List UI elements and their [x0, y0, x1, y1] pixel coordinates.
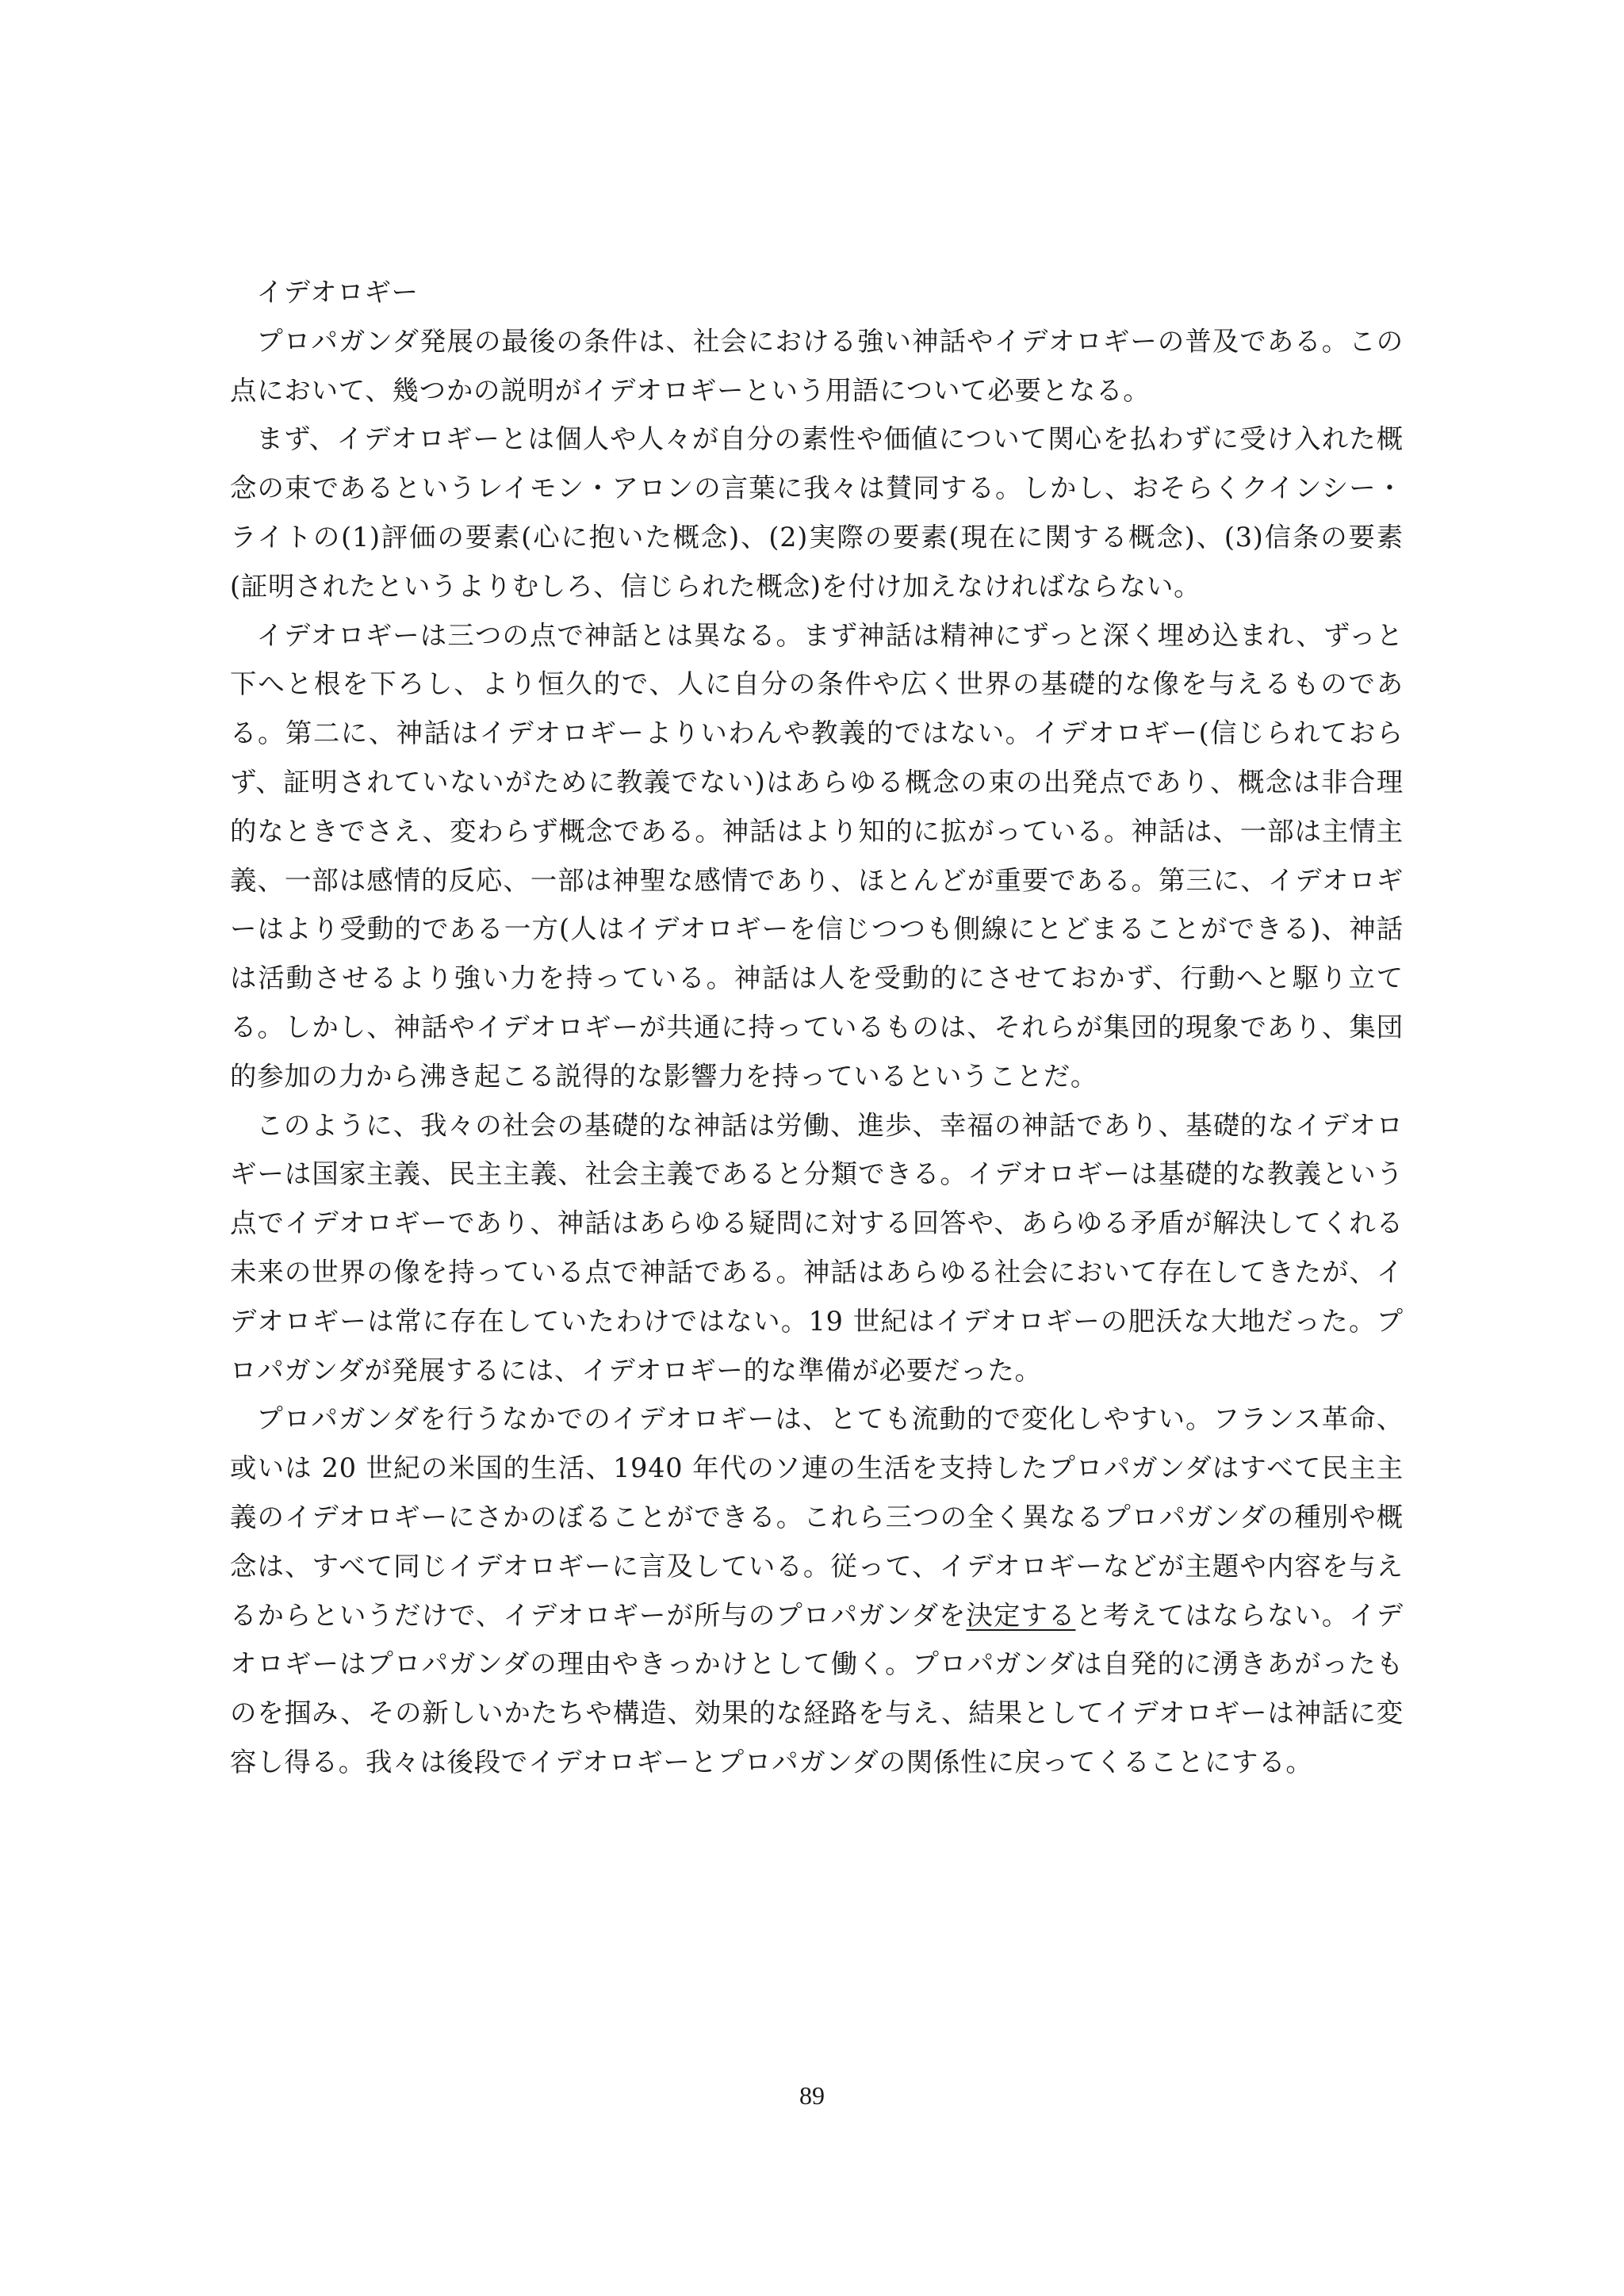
section-heading: イデオロギー — [256, 277, 419, 308]
paragraph-2: まず、イデオロギーとは個人や人々が自分の素性や価値について関心を払わずに受け入れた概念の束であるというレイモン・アロンの言葉に我々は賛同する。しかし、おそらくクインシー・ライトの(1)評価の要素(心に抱いた概念)、(2)実際の要素(現在に関する概念)、(3)信条の要素(証明されたというよりむしろ、信じられた概念)を付け加えなければならない。 — [230, 423, 1404, 602]
paragraph-5-text-before: プロパガンダを行うなかでのイデオロギーは、とても流動的で変化しやすい。フランス革命、或いは 20 世紀の米国的生活、1940 年代のソ連の生活を支持したプロパガンダはすべて民主主義のイデオロギーにさかのぼることができる。これら三つの全く異なるプロパガンダの種別や概念は、すべて同じイデオロギーに言及している。従って、イデオロギーなどが主題や内容を与えるからというだけで、イデオロギーが所与のプロパガンダを — [230, 1403, 1404, 1631]
paragraph-5 — [230, 1395, 1404, 1786]
page-number: 89 — [799, 2081, 825, 2110]
paragraph-4: このように、我々の社会の基礎的な神話は労働、進歩、幸福の神話であり、基礎的なイデオロギーは国家主義、民主主義、社会主義であると分類できる。イデオロギーは基礎的な教義という点でイデオロギーであり、神話はあらゆる疑問に対する回答や、あらゆる矛盾が解決してくれる未来の世界の像を持っている点で神話である。神話はあらゆる社会において存在してきたが、イデオロギーは常に存在していたわけではない。19 世紀はイデオロギーの肥沃な大地だった。プロパガンダが発展するには、イデオロギー的な準備が必要だった。 — [230, 1109, 1404, 1386]
paragraph-1: プロパガンダ発展の最後の条件は、社会における強い神話やイデオロギーの普及である。この点において、幾つかの説明がイデオロギーという用語について必要となる。 — [230, 325, 1404, 406]
underlined-phrase: 決定する — [966, 1599, 1076, 1631]
paragraph-3: イデオロギーは三つの点で神話とは異なる。まず神話は精神にずっと深く埋め込まれ、ずっと下へと根を下ろし、より恒久的で、人に自分の条件や広く世界の基礎的な像を与えるものである。第二に、神話はイデオロギーよりいわんや教義的ではない。イデオロギー(信じられておらず、証明されていないがために教義でない)はあらゆる概念の束の出発点であり、概念は非合理的なときでさえ、変わらず概念である。神話はより知的に拡がっている。神話は、一部は主情主義、一部は感情的反応、一部は神聖な感情であり、ほとんどが重要である。第三に、イデオロギーはより受動的である一方(人はイデオロギーを信じつつも側線にとどまることができる)、神話は活動させるより強い力を持っている。神話は人を受動的にさせておかず、行動へと駆り立てる。しかし、神話やイデオロギーが共通に持っているものは、それらが集団的現象であり、集団的参加の力から沸き起こる説得的な影響力を持っているということだ。 — [230, 619, 1404, 1092]
paragraph-5-text-after: と考えてはならない。イデオロギーはプロパガンダの理由やきっかけとして働く。プロパガンダは自発的に湧きあがったものを掴み、その新しいかたちや構造、効果的な経路を与え、結果としてイデオロギーは神話に変容し得る。我々は後段でイデオロギーとプロパガンダの関係性に戻ってくることにする。 — [230, 1599, 1404, 1777]
body-text — [230, 268, 1404, 1787]
